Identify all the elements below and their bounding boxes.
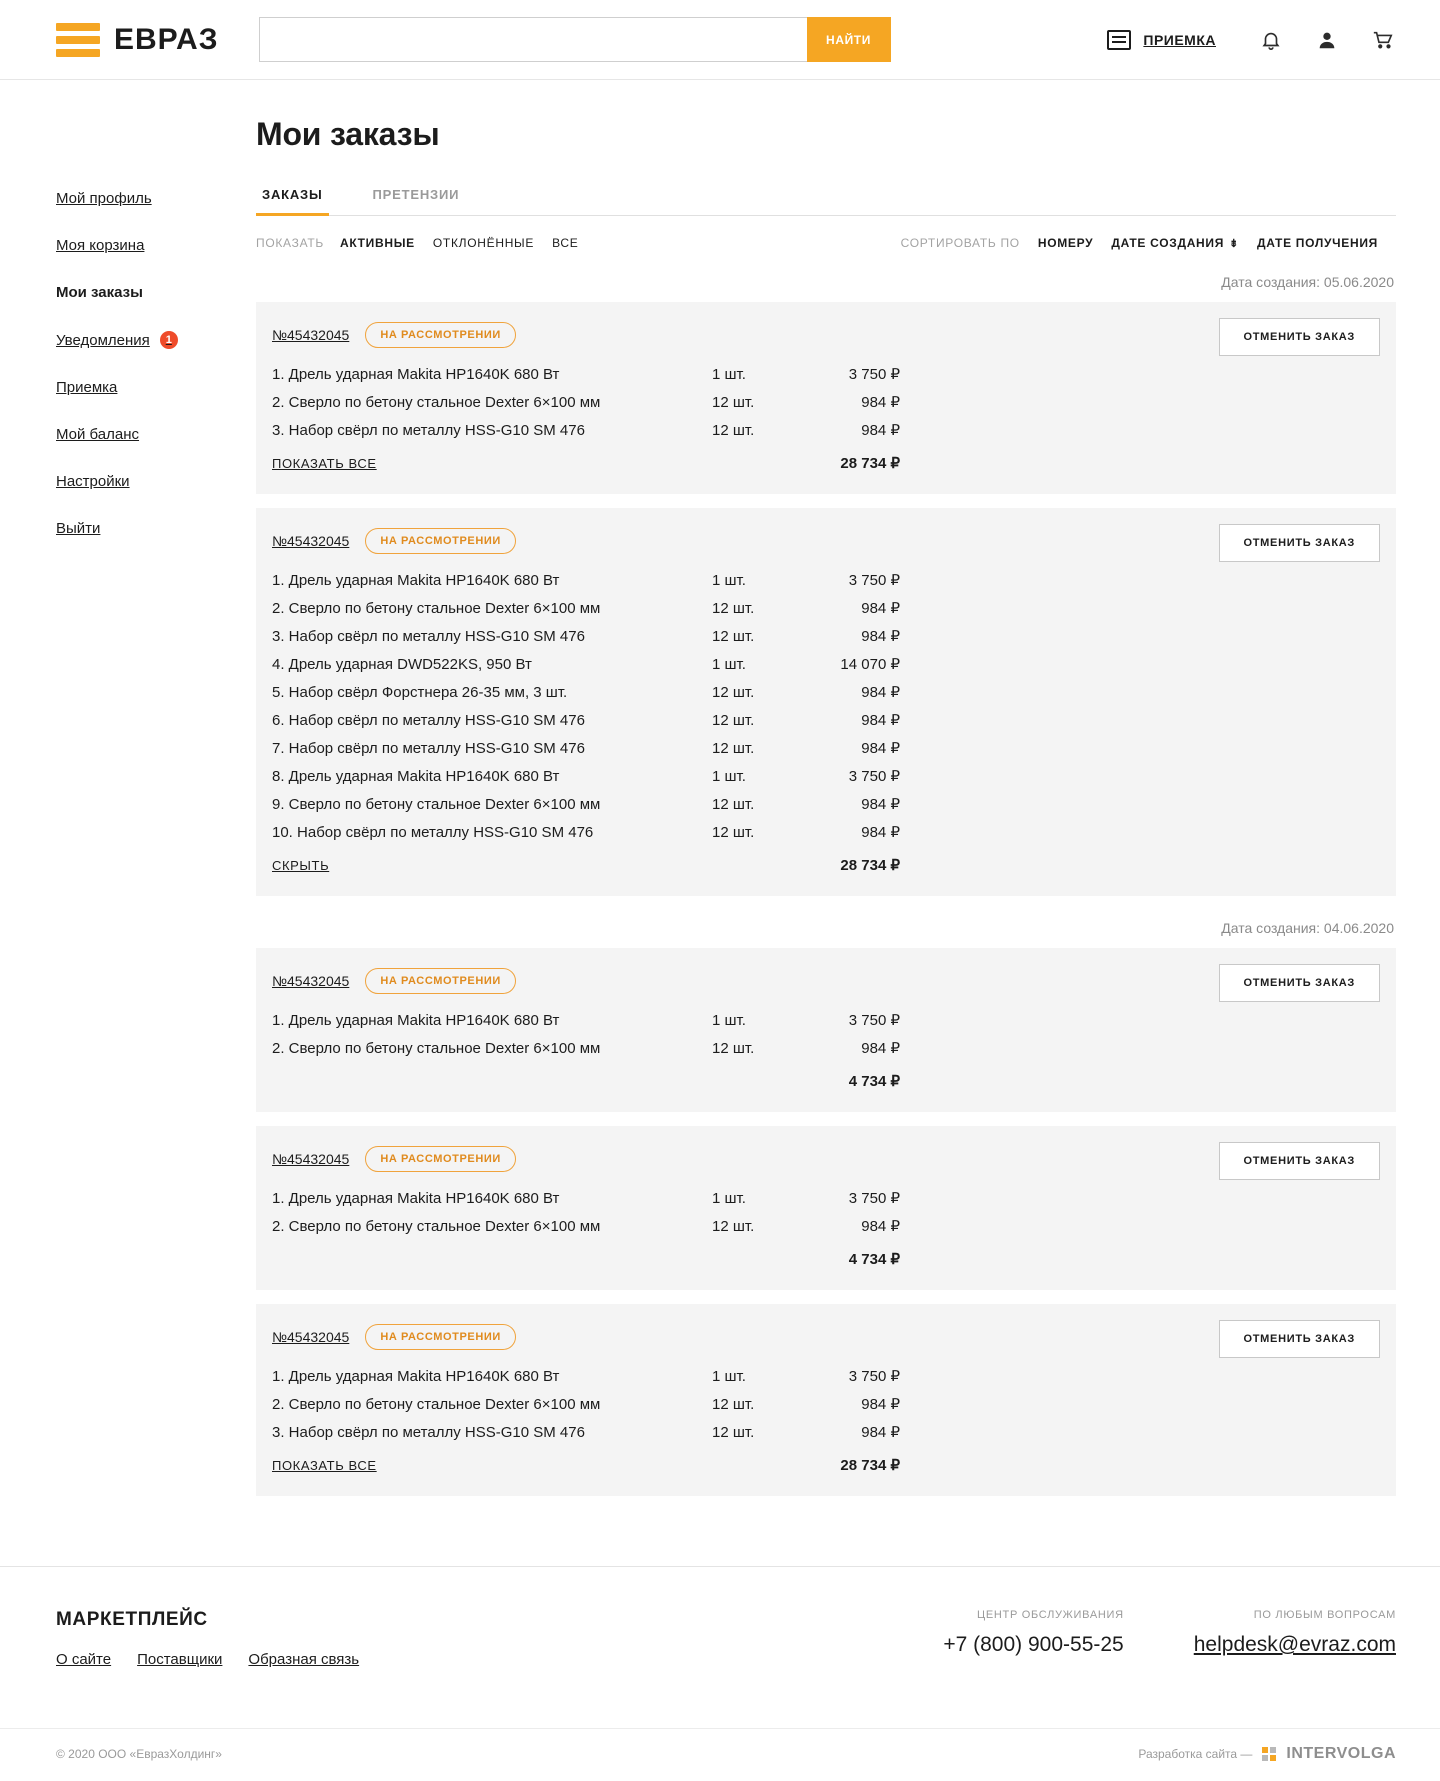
order-card [256,508,1396,896]
sidebar-item-label: Уведомления [56,331,150,349]
sidebar-item-label: Моя корзина [56,237,145,254]
search-bar [259,17,891,62]
search-input[interactable] [259,17,807,62]
order-line-qty: 1 шт. [712,1190,746,1207]
order-line [272,734,1372,762]
order-line-qty: 12 шт. [712,600,755,617]
toggle-items-link[interactable]: ПОКАЗАТЬ ВСЕ [272,456,377,471]
status-badge: НА РАССМОТРЕНИИ [365,528,516,554]
order-line-qty: 1 шт. [712,1012,746,1029]
footer-links [56,1651,656,1668]
order-header [272,322,1372,348]
order-lines [272,360,1372,444]
order-number-link[interactable]: №45432045 [272,1329,350,1345]
order-footer [272,1250,1372,1268]
header-icons [1258,27,1396,53]
order-line [272,678,1372,706]
search-button[interactable]: НАЙТИ [807,17,891,62]
order-total: 28 734 ₽ [840,857,900,874]
sidebar-item-8[interactable] [56,520,256,537]
toggle-items-link[interactable]: СКРЫТЬ [272,858,330,873]
order-line [272,650,1372,678]
sidebar-item-label: Мои заказы [56,284,143,301]
filter-label: ПОКАЗАТЬ [256,236,324,250]
cancel-order-button[interactable]: ОТМЕНИТЬ ЗАКАЗ [1219,1142,1381,1180]
order-line-qty: 12 шт. [712,394,755,411]
tab-1[interactable]: ЗАКАЗЫ [256,187,329,215]
order-line-qty: 1 шт. [712,656,746,673]
order-line [272,706,1372,734]
logo-icon [56,23,100,57]
order-line-qty: 12 шт. [712,796,755,813]
tab-2[interactable]: ПРЕТЕНЗИИ [372,187,460,202]
order-line-qty: 1 шт. [712,1368,746,1385]
sidebar-item-4[interactable] [56,331,256,349]
sort-option-3[interactable] [1257,236,1378,250]
sidebar [56,116,256,1510]
sidebar-item-label: Настройки [56,473,130,490]
order-header [272,528,1372,554]
order-line [272,818,1372,846]
order-line-price: 984 ₽ [861,824,900,841]
order-line-name: 8. Дрель ударная Makita HP1640K 680 Вт [272,768,560,785]
cancel-order-button[interactable]: ОТМЕНИТЬ ЗАКАЗ [1219,1320,1381,1358]
status-badge: НА РАССМОТРЕНИИ [365,1146,516,1172]
footer-link-3[interactable]: Образная связь [248,1651,360,1668]
copyright: © 2020 ООО «ЕвразХолдинг» [56,1747,222,1761]
logo-text: ЕВРАЗ [114,22,219,56]
order-line-price: 3 750 ₽ [848,1190,900,1207]
cancel-order-button[interactable]: ОТМЕНИТЬ ЗАКАЗ [1219,318,1381,356]
order-line-price: 984 ₽ [861,394,900,411]
developer-label: Разработка сайта — [1138,1747,1253,1761]
order-line-price: 3 750 ₽ [848,1368,900,1385]
site-footer [0,1566,1440,1698]
order-line-name: 5. Набор свёрл Форстнера 26-35 мм, 3 шт. [272,684,568,701]
sidebar-item-1[interactable] [56,190,256,207]
order-line-name: 4. Дрель ударная DWD522KS, 950 Вт [272,656,532,673]
order-line-price: 14 070 ₽ [840,656,900,673]
order-footer [272,454,1372,472]
order-line-price: 984 ₽ [861,1396,900,1413]
site-header [0,0,1440,80]
order-total: 4 734 ₽ [848,1251,900,1268]
order-line-price: 984 ₽ [861,1424,900,1441]
intervolga-icon [1262,1747,1276,1761]
sort-option-label: ДАТЕ СОЗДАНИЯ [1111,236,1225,250]
page-title: Мои заказы [256,116,440,152]
filter-option-2[interactable]: ОТКЛОНЁННЫЕ [432,236,535,250]
sort-controls [901,236,1396,250]
support-email-link[interactable]: helpdesk@evraz.com [1193,1633,1396,1656]
sort-direction-icon[interactable]: ⇟ [1229,238,1240,250]
page-body [0,80,1440,1510]
developer-credit [1138,1745,1396,1763]
order-line-name: 1. Дрель ударная Makita HP1640K 680 Вт [272,1190,560,1207]
order-line-qty: 12 шт. [712,1396,755,1413]
order-line [272,790,1372,818]
service-phone: +7 (800) 900-55-25 [943,1633,1124,1656]
order-footer [272,1456,1372,1474]
order-line-name: 7. Набор свёрл по металлу HSS-G10 SM 476 [272,740,585,757]
toggle-items-link[interactable]: ПОКАЗАТЬ ВСЕ [272,1458,377,1473]
order-line-qty: 12 шт. [712,740,755,757]
order-line-qty: 12 шт. [712,712,755,729]
order-line-name: 1. Дрель ударная Makita HP1640K 680 Вт [272,572,560,589]
order-line-name: 3. Набор свёрл по металлу HSS-G10 SM 476 [272,1424,585,1441]
order-line-name: 6. Набор свёрл по металлу HSS-G10 SM 476 [272,712,585,729]
order-footer [272,1072,1372,1090]
order-line-name: 10. Набор свёрл по металлу HSS-G10 SM 476 [272,824,594,841]
order-lines [272,1006,1372,1062]
inbox-icon [1107,30,1131,50]
order-line-price: 3 750 ₽ [848,572,900,589]
footer-link-2[interactable]: Поставщики [137,1651,223,1668]
cancel-order-button[interactable]: ОТМЕНИТЬ ЗАКАЗ [1219,964,1381,1002]
order-total: 4 734 ₽ [848,1073,900,1090]
order-line-qty: 12 шт. [712,1218,755,1235]
order-line-price: 984 ₽ [861,740,900,757]
order-line-qty: 12 шт. [712,628,755,645]
footer-link-1[interactable]: О сайте [56,1651,112,1668]
sort-label: СОРТИРОВАТЬ ПО [900,236,1020,250]
footer-service [943,1609,1123,1668]
sort-option-label: НОМЕРУ [1037,236,1094,250]
order-line [272,1212,1372,1240]
order-lines [272,1362,1372,1446]
logo[interactable] [56,23,219,57]
order-line-name: 2. Сверло по бетону стальное Dexter 6×100 мм [272,1040,601,1057]
order-line [272,388,1372,416]
sidebar-item-3 [56,284,256,301]
order-lines [272,566,1372,846]
order-number-link[interactable]: №45432045 [272,973,350,989]
order-line-name: 1. Дрель ударная Makita HP1640K 680 Вт [272,1012,560,1029]
bell-icon[interactable] [1258,27,1284,53]
order-line [272,762,1372,790]
order-header [272,1146,1372,1172]
order-line [272,566,1372,594]
order-card [256,1304,1396,1496]
order-line-name: 1. Дрель ударная Makita HP1640K 680 Вт [272,1368,560,1385]
order-line [272,1390,1372,1418]
sidebar-item-5[interactable] [56,379,256,396]
order-line [272,594,1372,622]
sidebar-item-label: Мой баланс [56,426,140,443]
order-line [272,416,1372,444]
order-line [272,1006,1372,1034]
order-line-price: 984 ₽ [861,712,900,729]
order-total: 28 734 ₽ [840,1457,900,1474]
service-caption: ЦЕНТР ОБСЛУЖИВАНИЯ [977,1609,1124,1621]
order-card [256,1126,1396,1290]
status-badge: НА РАССМОТРЕНИИ [365,322,516,348]
group-date-label: Дата создания: 04.06.2020 [1221,920,1394,936]
sort-option-2[interactable] [1111,236,1239,250]
order-line-price: 3 750 ₽ [848,366,900,383]
sidebar-item-7[interactable] [56,473,256,490]
sidebar-item-2[interactable] [56,237,256,254]
main-content [256,116,1396,1510]
filter-sort-bar [256,216,1396,264]
footer-title: МАРКЕТПЛЕЙС [56,1609,208,1630]
filter-option-3[interactable]: ВСЕ [552,236,579,250]
order-header [272,968,1372,994]
order-line-qty: 12 шт. [712,824,755,841]
footer-questions [1194,1609,1396,1668]
order-line [272,1418,1372,1446]
order-line-price: 984 ₽ [861,1040,900,1057]
order-line-price: 984 ₽ [861,628,900,645]
order-line [272,360,1372,388]
order-line-name: 2. Сверло по бетону стальное Dexter 6×100 мм [272,1396,601,1413]
order-line-price: 984 ₽ [861,796,900,813]
sub-footer [0,1728,1440,1781]
sidebar-item-6[interactable] [56,426,256,443]
order-line-name: 1. Дрель ударная Makita HP1640K 680 Вт [272,366,560,383]
order-line-name: 3. Набор свёрл по металлу HSS-G10 SM 476 [272,422,585,439]
developer-name[interactable]: INTERVOLGA [1286,1745,1396,1762]
order-line [272,1184,1372,1212]
order-line-qty: 1 шт. [712,768,746,785]
sidebar-item-label: Выйти [56,520,101,537]
order-line-qty: 12 шт. [712,422,755,439]
order-line [272,622,1372,650]
filter-option-1[interactable]: АКТИВНЫЕ [339,236,415,250]
order-line-name: 9. Сверло по бетону стальное Dexter 6×100 мм [272,796,601,813]
footer-left [56,1609,656,1668]
order-line-price: 984 ₽ [861,1218,900,1235]
priemka-link[interactable] [1107,30,1216,50]
order-line-qty: 12 шт. [712,684,755,701]
status-badge: НА РАССМОТРЕНИИ [365,968,516,994]
order-header [272,1324,1372,1350]
order-line-name: 2. Сверло по бетону стальное Dexter 6×100 мм [272,600,601,617]
order-line [272,1362,1372,1390]
order-line-price: 984 ₽ [861,600,900,617]
order-card [256,948,1396,1112]
order-groups [256,264,1396,1496]
order-line-name: 2. Сверло по бетону стальное Dexter 6×100 мм [272,394,601,411]
footer-right [943,1609,1396,1668]
tabs [256,187,1396,216]
order-number-link[interactable]: №45432045 [272,1151,350,1167]
sidebar-item-label: Мой профиль [56,190,152,207]
sort-option-1[interactable] [1038,236,1094,250]
header-right [1107,27,1396,53]
order-line-price: 3 750 ₽ [848,768,900,785]
order-number-link[interactable]: №45432045 [272,327,350,343]
order-number-link[interactable]: №45432045 [272,533,350,549]
sidebar-item-label: Приемка [56,379,118,396]
cart-icon[interactable] [1370,27,1396,53]
order-line-price: 3 750 ₽ [848,1012,900,1029]
user-icon[interactable] [1314,27,1340,53]
order-card [256,302,1396,494]
group-date-label: Дата создания: 05.06.2020 [1221,274,1394,290]
order-line-price: 984 ₽ [861,422,900,439]
questions-caption: ПО ЛЮБЫМ ВОПРОСАМ [1253,1609,1396,1621]
status-badge: НА РАССМОТРЕНИИ [365,1324,516,1350]
order-line-name: 3. Набор свёрл по металлу HSS-G10 SM 476 [272,628,585,645]
order-line-qty: 12 шт. [712,1424,755,1441]
notification-badge: 1 [160,331,178,349]
order-line-qty: 1 шт. [712,572,746,589]
order-line-qty: 1 шт. [712,366,746,383]
order-line-name: 2. Сверло по бетону стальное Dexter 6×100 мм [272,1218,601,1235]
priemka-label: ПРИЕМКА [1143,31,1216,48]
cancel-order-button[interactable]: ОТМЕНИТЬ ЗАКАЗ [1219,524,1381,562]
order-lines [272,1184,1372,1240]
order-footer [272,856,1372,874]
order-line-price: 984 ₽ [861,684,900,701]
sort-option-label: ДАТЕ ПОЛУЧЕНИЯ [1257,236,1378,250]
order-line [272,1034,1372,1062]
order-line-qty: 12 шт. [712,1040,755,1057]
order-total: 28 734 ₽ [840,455,900,472]
